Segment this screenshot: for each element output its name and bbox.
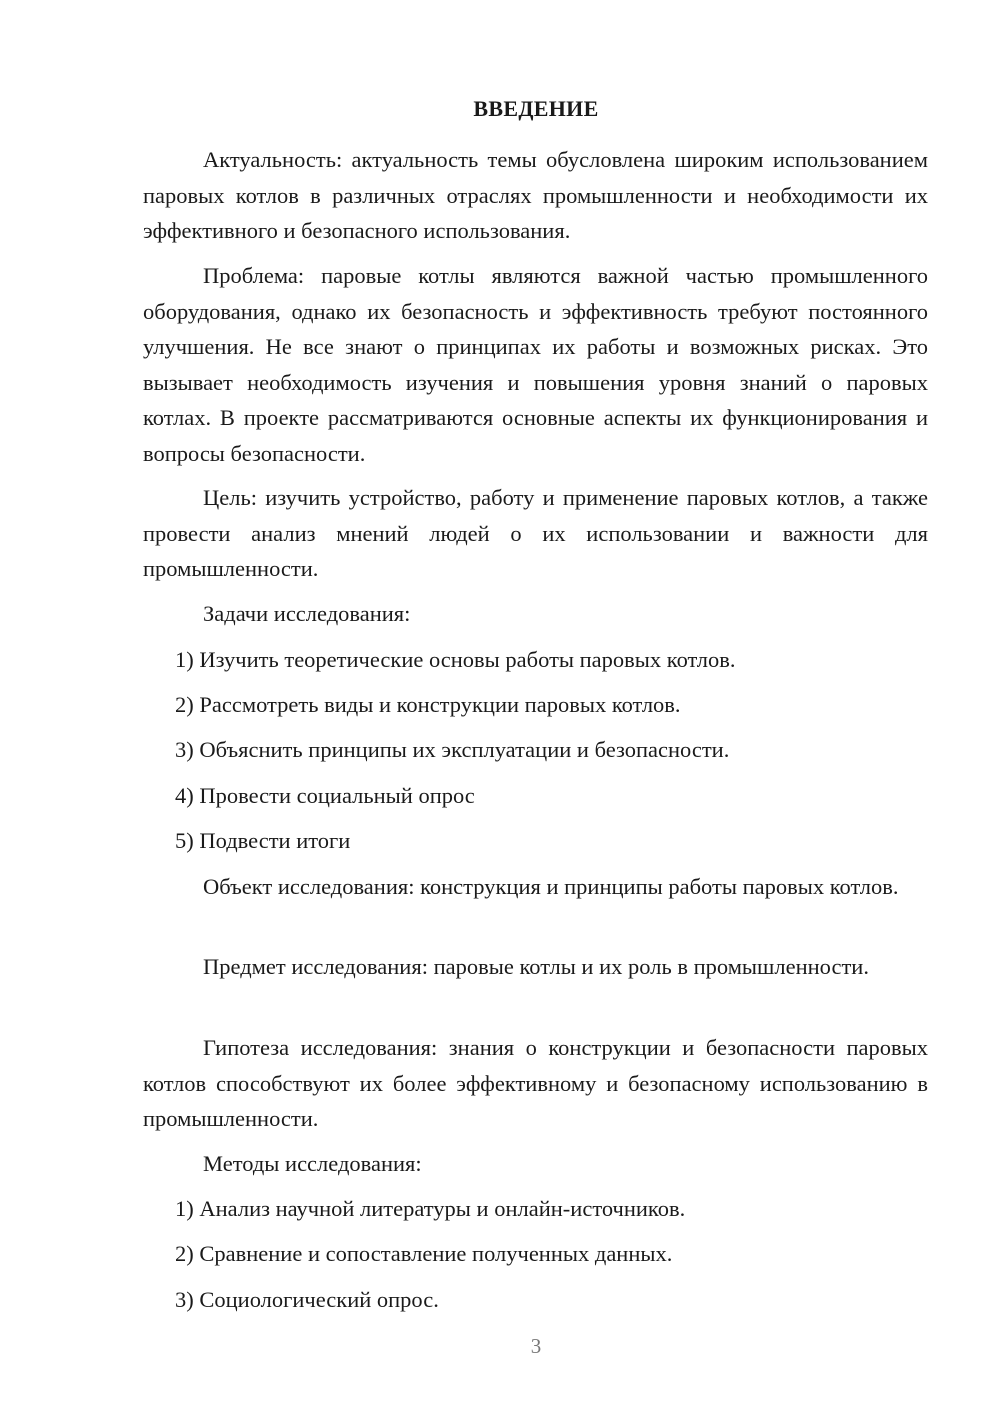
- task-item-5: 5) Подвести итоги: [175, 828, 351, 853]
- methods-title: Методы исследования:: [203, 1151, 422, 1176]
- hypothesis-paragraph: Гипотеза исследования: знания о конструкции и безопасности паровых котлов способствуют их более эффективному и безопасному использованию в промышленности.: [143, 1035, 928, 1131]
- method-item-1: 1) Анализ научной литературы и онлайн-источников.: [175, 1196, 686, 1221]
- method-item-3: 3) Социологический опрос.: [175, 1287, 439, 1312]
- object-paragraph: Объект исследования: конструкция и принципы работы паровых котлов.: [203, 874, 899, 899]
- task-item-4: 4) Провести социальный опрос: [175, 783, 475, 808]
- task-item-1: 1) Изучить теоретические основы работы паровых котлов.: [175, 647, 736, 672]
- relevance-paragraph: Актуальность: актуальность темы обусловлена широким использованием паровых котлов в различных отраслях промышленности и необходимости их эффективного и безопасного использования.: [143, 147, 928, 243]
- tasks-title: Задачи исследования:: [203, 601, 411, 626]
- method-item-2: 2) Сравнение и сопоставление полученных данных.: [175, 1241, 673, 1266]
- task-item-3: 3) Объяснить принципы их эксплуатации и безопасности.: [175, 737, 730, 762]
- subject-paragraph: Предмет исследования: паровые котлы и их роль в промышленности.: [203, 954, 869, 979]
- goal-paragraph: Цель: изучить устройство, работу и применение паровых котлов, а также провести анализ мнений людей о их использовании и важности для промышленности.: [143, 485, 928, 581]
- page-number: 3: [530, 1334, 542, 1358]
- section-heading: ВВЕДЕНИЕ: [473, 96, 599, 121]
- problem-paragraph: Проблема: паровые котлы являются важной частью промышленного оборудования, однако их безопасность и эффективность требуют постоянного улучшения. Не все знают о принципах их работы и возможных рисках. Это вызывает необходимость изучения и повышения уровня знаний о паровых котлах. В проекте рассматриваются основные аспекты их функционирования и вопросы безопасности.: [143, 263, 928, 466]
- task-item-2: 2) Рассмотреть виды и конструкции паровых котлов.: [175, 692, 681, 717]
